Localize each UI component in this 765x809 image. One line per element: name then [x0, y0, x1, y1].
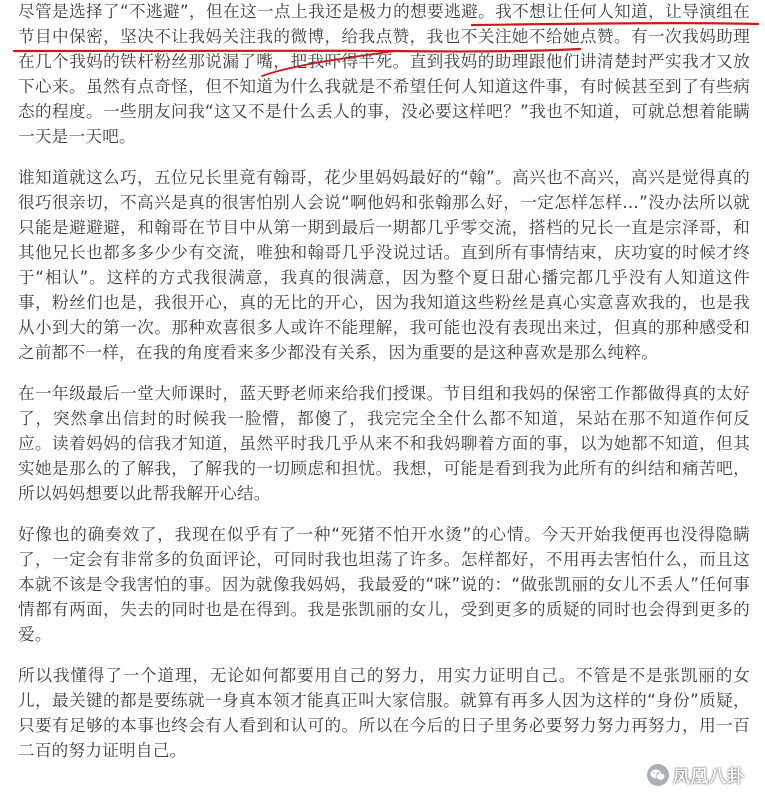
underlined-passage: 我不想让任何人知道，让导演组在节目中保密，坚决不让我妈关注我的微博，给我点赞，我也不关注她不给她点赞。: [18, 2, 750, 46]
watermark: [647, 762, 745, 787]
paragraph-1: [18, 0, 750, 149]
paragraph-2: 谁知道就这么巧，五位兄长里竟有翰哥，花少里妈妈最好的“翰”。高兴也不高兴，高兴是觉得真的很巧很亲切，不高兴是真的很害怕别人会说“啊他妈和张翰那么好，一定怎样怎样…”没办法所以就只能是避避避，和翰哥在节目中从第一期到最后一期都几乎零交流，搭档的兄长一直是宗泽哥，和其他兄长也都多多少少有交流，唯独和翰哥几乎没说过话。直到所有事情结束，庆功宴的时候才终于“相认”。这样的方式我很满意，我真的很满意，因为整个夏日甜心播完都几乎没有人知道这件事，粉丝们也是，我很开心，真的无比的开心，因为我知道这些粉丝是真心实意喜欢我的，也是我从小到大的第一次。那种欢喜很多人或许不能理解，我可能也没有表现出来过，但真的那种感受和之前都不一样，在我的角度看来多少都没有关系，因为重要的是这种喜欢是那么纯粹。: [18, 168, 750, 362]
article-body: [18, 0, 750, 779]
wechat-logo-icon: [647, 764, 669, 786]
watermark-text: 凤凰八卦: [673, 767, 745, 787]
paragraph-1-remaining-text: 有一次我妈助理在几个我妈的铁杆粉丝那说漏了嘴，把我吓得半死。直到我妈的助理跟他们讲清楚封严实我才又放下心来。虽然有点奇怪，但不知道为什么我就是不希望任何人知道这件事，有时候甚至到了有些病态的程度。一些朋友问我“这又不是什么丢人的事，没必要这样吧？”我也不知道，可就总想着能瞒一天是一天吧。: [18, 27, 751, 146]
paragraph-5: 所以我懂得了一个道理，无论如何都要用自己的努力，用实力证明自己。不管是不是张凯丽的女儿，最关键的都是要练就一身真本领才能真正叫大家信服。就算有再多人因为这样的“身份”质疑，只要有足够的本事也终会有人看到和认可的。所以在今后的日子里务必要努力努力再努力，用一百二百的努力证明自己。: [18, 666, 750, 760]
paragraph-3: 在一年级最后一堂大师课时，蓝天野老师来给我们授课。节目组和我妈的保密工作都做得真的太好了，突然拿出信封的时候我一脸懵，都傻了，我完完全全什么都不知道，呆站在那不知道作何反应。读着妈妈的信我才知道，虽然平时我几乎从来不和我妈聊着方面的事，以为她都不知道，但其实她是那么的了解我，了解我的一切顾虑和担忧。我想，可能是看到我为此所有的纠结和痛苦吧，所以妈妈想要以此帮我解开心结。: [18, 384, 750, 503]
paragraph-1-lead-text: 尽管是选择了“不逃避”，但在这一点上我还是极力的想要逃避。: [18, 2, 496, 21]
paragraph-4: 好像也的确奏效了，我现在似乎有了一种“死猪不怕开水烫”的心情。今天开始我便再也没得隐瞒了，一定会有非常多的负面评论，可同时我也坦荡了许多。怎样都好，不用再去害怕什么，而且这本就不该是令我害怕的事。因为就像我妈妈，我最爱的“咪”说的：“做张凯丽的女儿不丢人”任何事情都有两面，失去的同时也是在得到。我是张凯丽的女儿，受到更多的质疑的同时也会得到更多的爱。: [18, 525, 750, 644]
